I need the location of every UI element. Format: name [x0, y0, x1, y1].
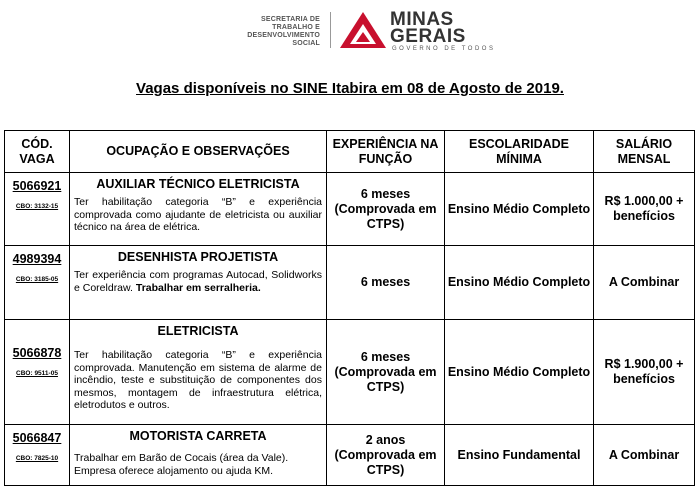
job-code: 5066847 — [12, 431, 62, 445]
cbo-code: CBO: 3185-05 — [15, 276, 59, 283]
education-cell: Ensino Médio Completo — [445, 246, 594, 320]
occupation-cell — [70, 173, 327, 246]
salary-cell: R$ 1.000,00 + benefícios — [594, 173, 695, 246]
cbo-code: CBO: 3132-15 — [15, 203, 59, 210]
salary-cell: A Combinar — [594, 246, 695, 320]
experience-cell: 2 anos (Comprovada em CTPS) — [327, 425, 445, 486]
occupation-description-bold: Trabalhar em serralheria. — [135, 281, 261, 294]
occupation-cell — [70, 320, 327, 425]
page-title: Vagas disponíveis no SINE Itabira em 08 de Agosto de 2019. — [136, 80, 564, 97]
cbo-code: CBO: 7825-10 — [15, 455, 59, 462]
minas-gerais-logo-icon — [338, 10, 388, 50]
education-cell: Ensino Médio Completo — [445, 173, 594, 246]
table-row — [5, 173, 695, 246]
experience-cell: 6 meses (Comprovada em CTPS) — [327, 320, 445, 425]
job-code-cell — [5, 246, 70, 320]
occupation-title: ELETRICISTA — [157, 324, 239, 338]
occupation-cell — [70, 425, 327, 486]
header-escolaridade: ESCOLARIDADE MÍNIMA — [445, 131, 594, 173]
header-salario: SALÁRIO MENSAL — [594, 131, 695, 173]
education-cell: Ensino Médio Completo — [445, 320, 594, 425]
education-cell: Ensino Fundamental — [445, 425, 594, 486]
logo-divider — [330, 12, 331, 48]
header-experiencia: EXPERIÊNCIA NA FUNÇÃO — [327, 131, 445, 173]
job-code: 5066921 — [12, 179, 62, 193]
job-code-cell — [5, 173, 70, 246]
salary-cell: R$ 1.900,00 + benefícios — [594, 320, 695, 425]
table-row — [5, 425, 695, 486]
job-code-cell — [5, 425, 70, 486]
occupation-cell — [70, 246, 327, 320]
experience-cell: 6 meses (Comprovada em CTPS) — [327, 173, 445, 246]
table-row — [5, 246, 695, 320]
occupation-description: Trabalhar em Barão de Cocais (área da Vale). Empresa oferece alojamento ou ajuda KM. — [74, 452, 289, 477]
job-code: 5066878 — [12, 346, 62, 360]
logo-tagline: GOVERNO DE TODOS — [392, 46, 496, 52]
header-ocupacao: OCUPAÇÃO E OBSERVAÇÕES — [70, 131, 327, 173]
occupation-title: AUXILIAR TÉCNICO ELETRICISTA — [96, 177, 300, 191]
secretaria-label: SECRETARIA DE TRABALHO E DESENVOLVIMENTO SOCIAL — [247, 16, 320, 47]
logo-name: MINAS GERAIS — [390, 9, 466, 47]
table-row — [5, 320, 695, 425]
job-code: 4989394 — [12, 252, 62, 266]
table-header-row — [5, 131, 695, 173]
cbo-code: CBO: 9511-05 — [16, 370, 58, 377]
page-header — [0, 0, 700, 60]
occupation-title: MOTORISTA CARRETA — [129, 429, 267, 443]
occupation-description: Ter habilitação categoria “B” e experiência comprovada. Manutenção em sistema de alarme de incêndio, teste e substituição de componentes dos mesmos, montagem de infraestrutura elétrica, eletrodutos e outros. — [74, 349, 322, 411]
occupation-description: Ter habilitação categoria “B” e experiência comprovada como ajudante de eletricista ou auxiliar técnico na área de elétrica. — [74, 196, 322, 233]
jobs-table — [4, 130, 695, 486]
salary-cell: A Combinar — [594, 425, 695, 486]
occupation-title: DESENHISTA PROJETISTA — [117, 250, 279, 264]
occupation-description: Ter experiência com programas Autocad, Solidworks e Coreldraw. Trabalhar em serralheria. — [74, 269, 322, 294]
experience-cell: 6 meses — [327, 246, 445, 320]
header-cod: CÓD. VAGA — [5, 131, 70, 173]
job-code-cell — [5, 320, 70, 425]
